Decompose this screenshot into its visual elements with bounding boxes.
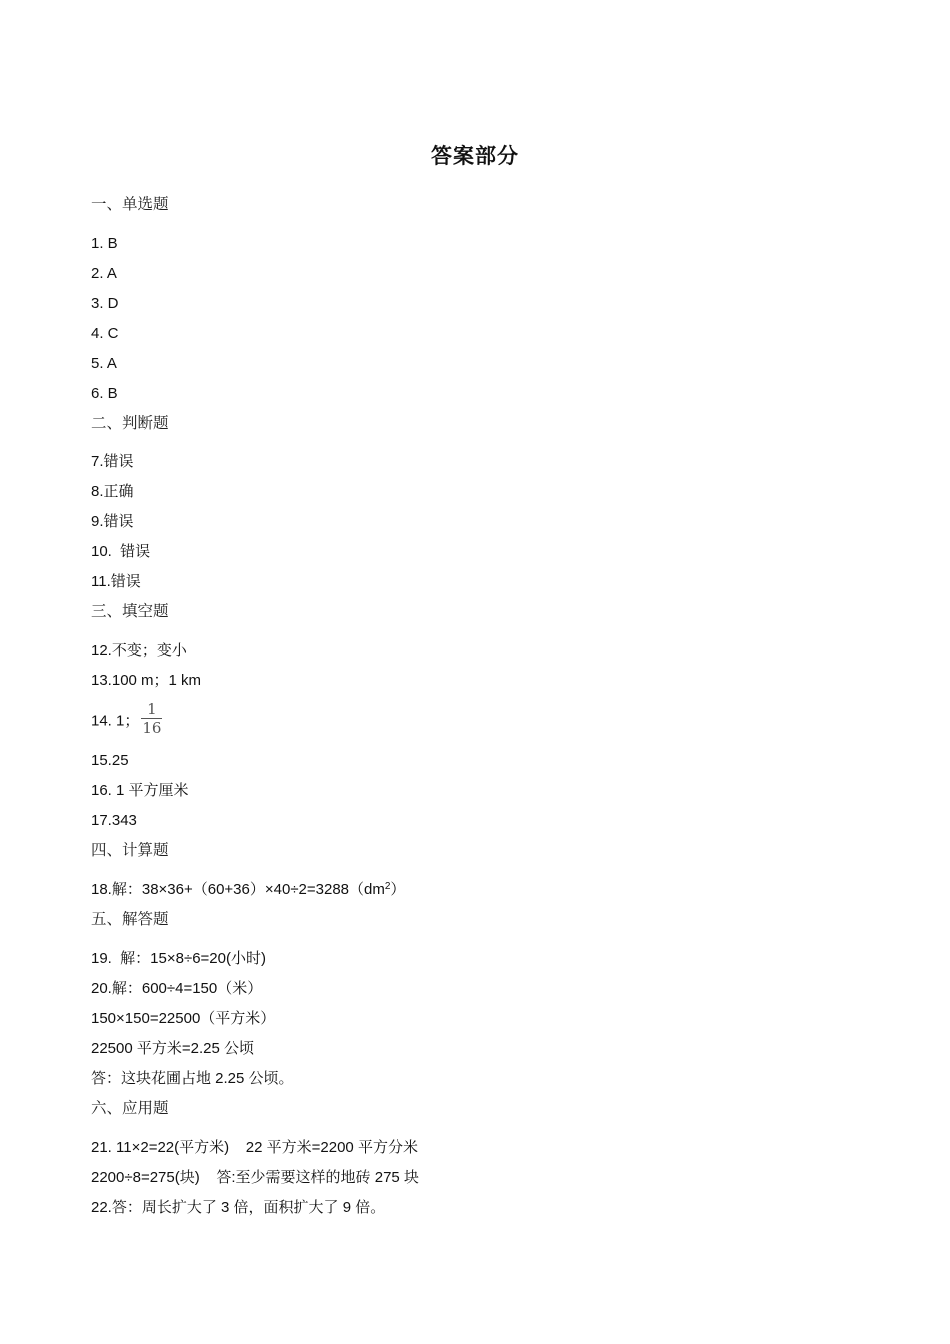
answer-20-line-1: 20.解：600÷4=150（米） — [91, 980, 263, 997]
answer-20-line-2: 150×150=22500（平方米） — [91, 1010, 276, 1027]
answer-17: 17.343 — [91, 812, 137, 829]
answer-11: 11.错误 — [91, 573, 141, 590]
answer-10: 10. 错误 — [91, 543, 151, 560]
answer-21-line-1: 21. 11×2=22(平方米) 22 平方米=2200 平方分米 — [91, 1139, 418, 1156]
answer-20-line-3: 22500 平方米=2.25 公顷 — [91, 1040, 255, 1057]
answer-16: 16. 1 平方厘米 — [91, 782, 189, 799]
section-heading-application: 六、应用题 — [91, 1099, 169, 1117]
answer-1: 1. B — [91, 235, 118, 252]
section-heading-single-choice: 一、单选题 — [91, 195, 169, 213]
section-heading-solution: 五、解答题 — [91, 910, 169, 928]
answer-18-expression: 18.解：38×36+（60+36）×40÷2=3288（dm — [91, 881, 385, 898]
fraction-denominator: 16 — [142, 719, 162, 737]
answer-14-prefix: 14. 1； — [91, 712, 140, 730]
answer-14 — [91, 700, 162, 739]
answer-18-close: ） — [390, 881, 406, 898]
answer-21-line-2: 2200÷8=275(块) 答:至少需要这样的地砖 275 块 — [91, 1169, 419, 1186]
answer-18-exponent: 2 — [384, 881, 391, 892]
answer-5: 5. A — [91, 355, 117, 372]
section-heading-true-false: 二、判断题 — [91, 414, 169, 432]
answer-6: 6. B — [91, 385, 118, 402]
answer-4: 4. C — [91, 325, 119, 342]
answer-13: 13.100 m；1 km — [91, 672, 202, 689]
answer-9: 9.错误 — [91, 513, 134, 530]
page-title: 答案部分 — [431, 144, 519, 168]
fraction-one-sixteenth — [141, 701, 162, 736]
answer-18 — [91, 880, 405, 900]
answer-2: 2. A — [91, 265, 117, 282]
answer-3: 3. D — [91, 295, 119, 312]
section-heading-fill-blank: 三、填空题 — [91, 602, 169, 620]
answer-19: 19. 解：15×8÷6=20(小时) — [91, 950, 266, 967]
section-heading-calculation: 四、计算题 — [91, 841, 169, 859]
answer-22: 22.答：周长扩大了 3 倍，面积扩大了 9 倍。 — [91, 1199, 386, 1216]
answer-8: 8.正确 — [91, 483, 134, 500]
answer-7: 7.错误 — [91, 453, 134, 470]
answer-12: 12.不变；变小 — [91, 642, 187, 659]
answer-15: 15.25 — [91, 752, 129, 769]
answer-20-line-4: 答：这块花圃占地 2.25 公顷。 — [91, 1070, 294, 1087]
fraction-numerator: 1 — [147, 700, 157, 718]
